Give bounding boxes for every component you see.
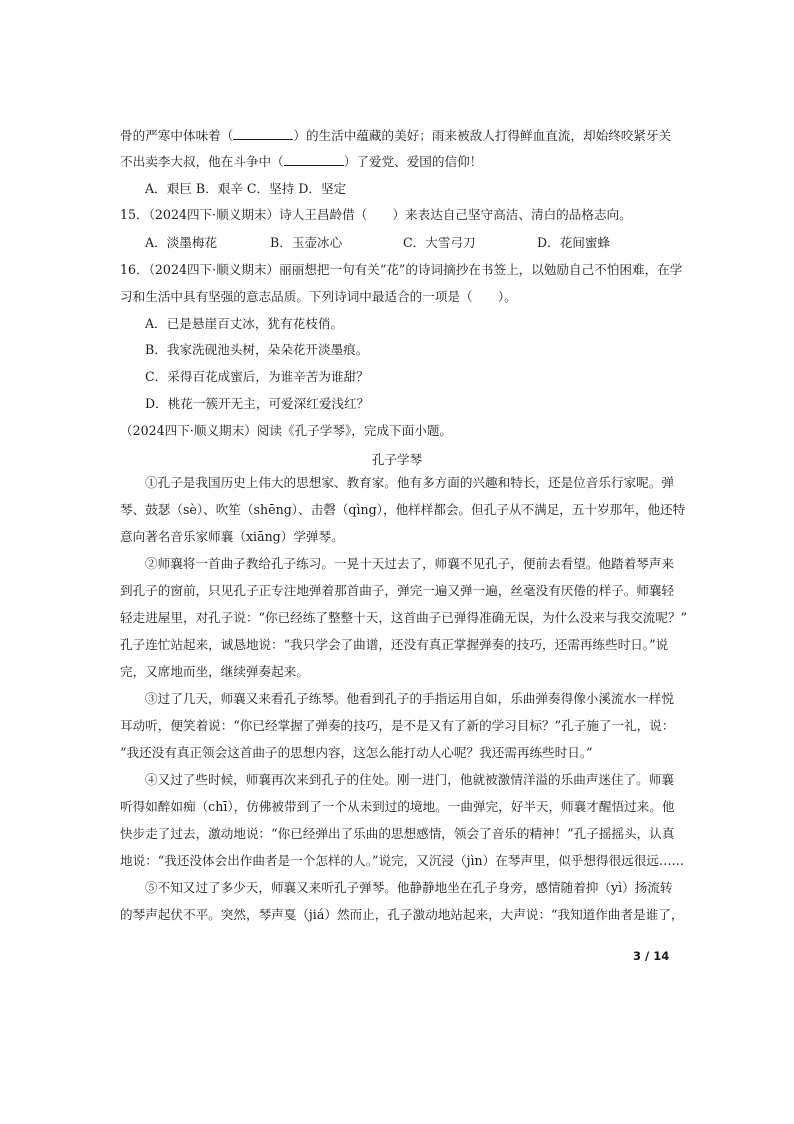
q16-option-d: D．桃花一簇开无主，可爱深红爱浅红？ bbox=[145, 396, 370, 411]
paragraph-1-line: 意向著名音乐家师襄（xiāng）学弹琴。 bbox=[120, 529, 344, 544]
q16-option-b: B．我家洗砚池头树，朵朵花开淡墨痕。 bbox=[145, 342, 369, 357]
reading-intro: （2024四下·顺义期末）阅读《孔子学琴》，完成下面小题。 bbox=[120, 423, 453, 438]
q15-option-b: B．玉壶冰心 bbox=[270, 235, 343, 250]
q15-option-a: A．淡墨梅花 bbox=[145, 235, 218, 250]
q15-option-d: D．花间蜜蜂 bbox=[537, 235, 611, 250]
q14-line-2 bbox=[120, 153, 482, 171]
paragraph-1-line: ①孔子是我国历史上伟大的思想家、教育家。他有多方面的兴趣和特长，还是位音乐行家呢。弹 bbox=[145, 475, 674, 490]
q14-text-part: 不出卖李大叔，他在斗争中（ bbox=[120, 154, 284, 169]
paragraph-3-line: 耳动听，便笑着说：“你已经掌握了弹奏的技巧，是不是又有了新的学习目标？”孔子施了一礼，说： bbox=[120, 718, 675, 733]
q15-option-c: C．大雪弓刀 bbox=[403, 235, 476, 250]
paragraph-1-line: 琴、鼓瑟（sè）、吹笙（shēng）、击磬（qìng），他样样都会。但孔子从不满足，五十岁那年，他还特 bbox=[120, 502, 686, 517]
paragraph-2-line: ②师襄将一首曲子教给孔子练习。一晃十天过去了，师襄不见孔子，便前去看望。他踏着琴声来 bbox=[145, 556, 674, 571]
q16-stem-line-1: 16．（2024四下·顺义期末）丽丽想把一句有关“花”的诗词摘抄在书签上，以勉励自己不怕困难，在学 bbox=[120, 262, 683, 277]
answer-blank bbox=[284, 153, 344, 166]
reading-title: 孔子学琴 bbox=[371, 452, 423, 467]
paragraph-3-line: ③过了几天，师襄又来看孔子练琴。他看到孔子的手指运用自如，乐曲弹奏得像小溪流水一样悦 bbox=[145, 691, 674, 706]
answer-blank bbox=[233, 127, 293, 140]
paragraph-2-line: 到孔子的窗前，只见孔子正专注地弹着那首曲子，弹完一遍又弹一遍，丝毫没有厌倦的样子。师襄轻 bbox=[120, 583, 675, 598]
q16-option-c: C．采得百花成蜜后，为谁辛苦为谁甜？ bbox=[145, 369, 369, 384]
paragraph-3-line: “我还没有真正领会这首曲子的思想内容，这怎么能打动人心呢？我还需再练些时日。” bbox=[120, 745, 593, 760]
paragraph-2-line: 孔子连忙站起来，诚恳地说：“我只学会了曲谱，还没有真正掌握弹奏的技巧，还需再练些时日。”说 bbox=[120, 637, 669, 652]
q14-text-part: ）的生活中蕴藏的美好；雨来被敌人打得鲜血直流，却始终咬紧牙关 bbox=[293, 128, 672, 143]
page-number: 3 / 14 bbox=[633, 949, 670, 963]
paragraph-4-line: ④又过了些时候，师襄再次来到孔子的住处。刚一进门，他就被激情洋溢的乐曲声迷住了。师襄 bbox=[145, 772, 674, 787]
q14-text-part: ）了爱党、爱国的信仰！ bbox=[343, 154, 483, 169]
paragraph-2-line: 完，又席地而坐，继续弹奏起来。 bbox=[120, 664, 309, 679]
q14-line-1 bbox=[120, 127, 671, 145]
paragraph-4-line: 快步走了过去，激动地说：“你已经弹出了乐曲的思想感情，领会了音乐的精神！”孔子摇摇头，认真 bbox=[120, 826, 675, 841]
q14-text-part: 骨的严寒中体味着（ bbox=[120, 128, 234, 143]
q16-stem-line-2: 习和生活中具有坚强的意志品质。下列诗词中最适合的一项是（ ）。 bbox=[120, 289, 517, 304]
paragraph-5-line: 的琴声起伏不平。突然，琴声戛（jiá）然而止，孔子激动地站起来，大声说：“我知道作曲者是谁了， bbox=[120, 907, 684, 922]
paragraph-5-line: ⑤不知又过了多少天，师襄又来听孔子弹琴。他静静地坐在孔子身旁，感情随着抑（yì）扬流转 bbox=[145, 880, 673, 895]
q16-option-a: A．已是悬崖百丈冰，犹有花枝俏。 bbox=[145, 316, 344, 331]
paragraph-4-line: 地说：“我还没体会出作曲者是一个怎样的人。”说完，又沉浸（jìn）在琴声里，似乎想得很远很远…… bbox=[120, 853, 685, 868]
q14-options: A．艰巨 B．艰辛 C．坚持 D．坚定 bbox=[145, 181, 347, 196]
paragraph-4-line: 听得如醉如痴（chī），仿佛被带到了一个从未到过的境地。一曲弹完，好半天，师襄才醒悟过来。他 bbox=[120, 799, 675, 814]
paragraph-2-line: 轻走进屋里，对孔子说：“你已经练了整整十天，这首曲子已弹得准确无误，为什么没来与我交流呢？” bbox=[120, 610, 688, 625]
q15-stem: 15．（2024四下·顺义期末）诗人王昌龄借（ ）来表达自己坚守高洁、清白的品格志向。 bbox=[120, 207, 632, 222]
